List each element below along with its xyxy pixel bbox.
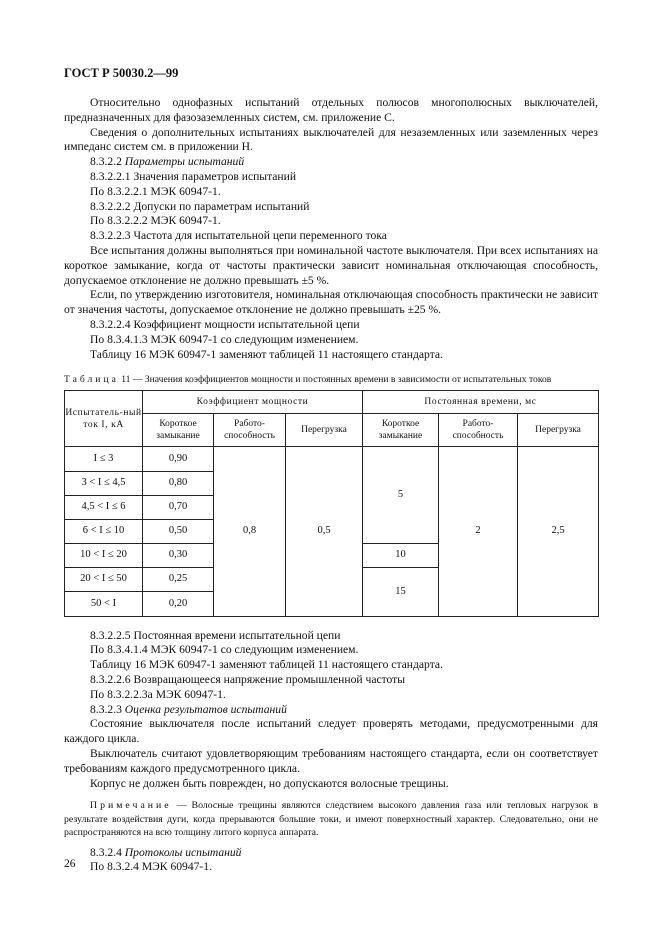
current-cell: 6 < I ≤ 10 [65, 519, 143, 543]
pf-over-cell: 0,5 [286, 447, 363, 616]
table-row [65, 447, 599, 471]
pf-short-cell: 0,20 [143, 592, 214, 616]
section-heading [64, 703, 598, 718]
section-number: 8.3.2.3 [90, 702, 122, 716]
paragraph: Состояние выключателя после испытаний следует проверять методами, предусмотренными для каждого цикла. [64, 717, 598, 746]
subheader: Перегрузка [518, 414, 599, 447]
text-line: По 8.3.2.2.2 МЭК 60947-1. [90, 214, 221, 228]
section-title: Оценка результатов испытаний [124, 702, 287, 716]
pf-short-cell: 0,70 [143, 495, 214, 519]
current-cell: 10 < I ≤ 20 [65, 544, 143, 568]
pf-work-cell: 0,8 [214, 447, 286, 616]
page-number: 26 [64, 857, 76, 870]
section-heading [64, 155, 598, 170]
subheader: Короткое замыкание [363, 414, 439, 447]
text-line: Таблицу 16 МЭК 60947-1 заменяют таблицей 11 настоящего стандарта. [90, 658, 443, 672]
text-line: По 8.3.4.1.4 МЭК 60947-1 со следующим изменением. [90, 643, 359, 657]
paragraph: Выключатель считают удовлетворяющим требованиям настоящего стандарта, если он соответствует требованиям каждого предусмотренного цикла. [64, 747, 598, 775]
paragraph: Если, по утверждению изготовителя, номинальная отключающая способность практически не зависит от значения частоты, допускаемое отклонение не должно превышать ±25 %. [64, 288, 598, 317]
text-line: По 8.3.2.2.3а МЭК 60947-1. [90, 687, 226, 701]
section-heading [64, 846, 598, 861]
pf-short-cell: 0,90 [143, 447, 214, 471]
current-cell: 3 < I ≤ 4,5 [65, 471, 143, 495]
table-caption-text: 11 — Значения коэффициентов мощности и постоянных времени в зависимости от испытательных токов [118, 374, 552, 386]
subheader: Короткое замыкание [143, 414, 214, 447]
section-number: 8.3.2.4 [90, 845, 122, 859]
document-header: ГОСТ Р 50030.2—99 [64, 66, 179, 80]
text-line: 8.3.2.2.1 Значения параметров испытаний [90, 169, 297, 183]
text-line: По 8.3.2.2.1 МЭК 60947-1. [90, 184, 221, 198]
header-time-constant: Постоянная времени, мс [363, 391, 599, 414]
pf-short-cell: 0,30 [143, 544, 214, 568]
note-label: Примечание [90, 800, 172, 812]
page-body [64, 96, 598, 875]
tc-short-cell: 5 [363, 447, 439, 544]
note [64, 799, 598, 839]
current-cell: 20 < I ≤ 50 [65, 568, 143, 592]
text-line: 8.3.2.2.5 Постоянная времени испытательной цепи [90, 628, 341, 642]
header-power-factor: Коэффициент мощности [143, 391, 363, 414]
tc-short-cell: 15 [363, 568, 439, 616]
paragraph: Все испытания должны выполняться при номинальной частоте выключателя. При всех испытаниях на короткое замыкание, когда от частоты практически зависит номинальная отключающая способность, допускаемое отклонение не должно превышать ±5 %. [64, 243, 598, 287]
table-caption [64, 374, 598, 386]
subheader: Перегрузка [286, 414, 363, 447]
subheader: Работо-способность [439, 414, 518, 447]
table-11 [64, 390, 599, 616]
paragraph: Сведения о дополнительных испытаниях выключателей для незаземленных или заземленных через импеданс систем см. в приложении Н. [64, 125, 598, 154]
text-line: 8.3.2.2.6 Возвращающееся напряжение промышленной частоты [90, 673, 406, 687]
pf-short-cell: 0,50 [143, 519, 214, 543]
pf-short-cell: 0,25 [143, 568, 214, 592]
pf-short-cell: 0,80 [143, 471, 214, 495]
section-number: 8.3.2.2 [90, 155, 122, 169]
text-line: 8.3.2.2.3 Частота для испытательной цепи переменного тока [90, 229, 387, 243]
paragraph: Относительно однофазных испытаний отдельных полюсов многополюсных выключателей, предназначенных для фазозаземленных систем, см. приложение С. [64, 96, 598, 124]
text-line: 8.3.2.2.4 Коэффициент мощности испытательной цепи [90, 317, 360, 331]
header-current: Испытатель-ный ток I, кА [65, 391, 143, 447]
current-cell: I ≤ 3 [65, 447, 143, 471]
subheader: Работо-способность [214, 414, 286, 447]
current-cell: 4,5 < I ≤ 6 [65, 495, 143, 519]
section-title: Параметры испытаний [124, 155, 245, 169]
paragraph: Корпус не должен быть поврежден, но допускаются волосные трещины. [90, 776, 449, 790]
text-line: По 8.3.2.4 МЭК 60947-1. [90, 860, 212, 874]
text-line: 8.3.2.2.2 Допуски по параметрам испытаний [90, 199, 310, 213]
text-line: Таблицу 16 МЭК 60947-1 заменяют таблицей 11 настоящего стандарта. [90, 347, 443, 361]
section-title: Протоколы испытаний [124, 845, 242, 859]
table-caption-label: Таблица [64, 374, 119, 386]
tc-short-cell: 10 [363, 544, 439, 568]
tc-work-cell: 2 [439, 447, 518, 616]
tc-over-cell: 2,5 [518, 447, 599, 616]
current-cell: 50 < I [65, 592, 143, 616]
text-line: По 8.3.4.1.3 МЭК 60947-1 со следующим изменением. [90, 332, 359, 346]
note-text: — Волосные трещины являются следствием высокого давления газа или тепловых нагрузок в результате воздействия дуги, когда прерываются большие токи, и имеют поверхностный характер. Следовательно, они не распространяются на всю толщину литого корпуса аппарата. [64, 800, 598, 839]
